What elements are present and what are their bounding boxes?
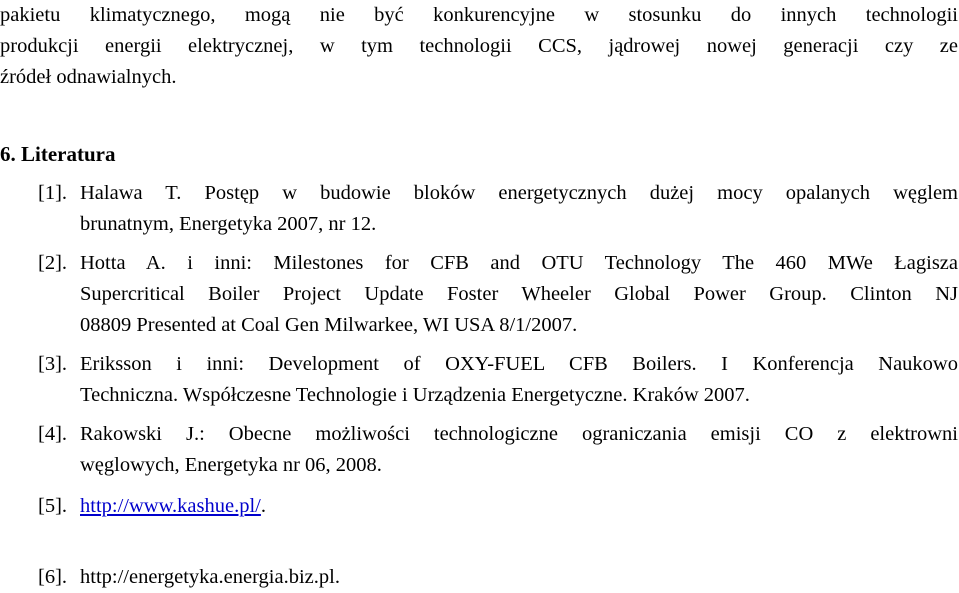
reference-text: [80, 178, 958, 240]
section-heading: 6. Literatura: [0, 142, 116, 166]
reference-item: [38, 562, 958, 593]
reference-line: [80, 491, 958, 522]
reference-link[interactable]: http://www.kashue.pl/: [80, 495, 261, 517]
reference-number: [1].: [38, 182, 68, 204]
reference-number: [6].: [38, 566, 68, 588]
intro-line: produkcji energii elektrycznej, w tym technologii CCS, jądrowej nowej generacji czy ze: [0, 35, 958, 57]
reference-line: Eriksson i inni: Development of OXY-FUEL CFB Boilers. I Konferencja Naukowo: [80, 353, 958, 375]
reference-number: [2].: [38, 252, 68, 274]
reference-line: 08809 Presented at Coal Gen Milwarkee, WI USA 8/1/2007.: [80, 314, 578, 336]
intro-paragraph: [0, 0, 958, 93]
reference-line: Techniczna. Współczesne Technologie i Urządzenia Energetyczne. Kraków 2007.: [80, 384, 750, 406]
reference-line: Halawa T. Postęp w budowie bloków energetycznych dużej mocy opalanych węglem: [80, 182, 958, 204]
reference-number: [5].: [38, 495, 68, 517]
reference-item: [38, 491, 958, 522]
reference-text: [80, 419, 958, 481]
reference-line: http://energetyka.energia.biz.pl.: [80, 566, 340, 588]
reference-item: [38, 419, 958, 481]
reference-link-suffix: .: [260, 495, 267, 517]
reference-text: [80, 248, 958, 341]
reference-number: [4].: [38, 423, 68, 445]
reference-line: Supercritical Boiler Project Update Foster Wheeler Global Power Group. Clinton NJ: [80, 283, 958, 305]
intro-line: źródeł odnawialnych.: [0, 66, 177, 88]
reference-line: Hotta A. i inni: Milestones for CFB and OTU Technology The 460 MWe Łagisza: [80, 252, 958, 274]
reference-text: [80, 349, 958, 411]
reference-item: [38, 248, 958, 341]
intro-line: pakietu klimatycznego, mogą nie być konkurencyjne w stosunku do innych technologii: [0, 4, 958, 26]
reference-line: węglowych, Energetyka nr 06, 2008.: [80, 454, 382, 476]
reference-item: [38, 178, 958, 240]
reference-line: brunatnym, Energetyka 2007, nr 12.: [80, 213, 377, 235]
reference-line: Rakowski J.: Obecne możliwości technologiczne ograniczania emisji CO z elektrowni: [80, 423, 958, 445]
reference-text: [80, 491, 958, 522]
reference-item: [38, 349, 958, 411]
reference-number: [3].: [38, 353, 68, 375]
reference-text: [80, 562, 958, 593]
